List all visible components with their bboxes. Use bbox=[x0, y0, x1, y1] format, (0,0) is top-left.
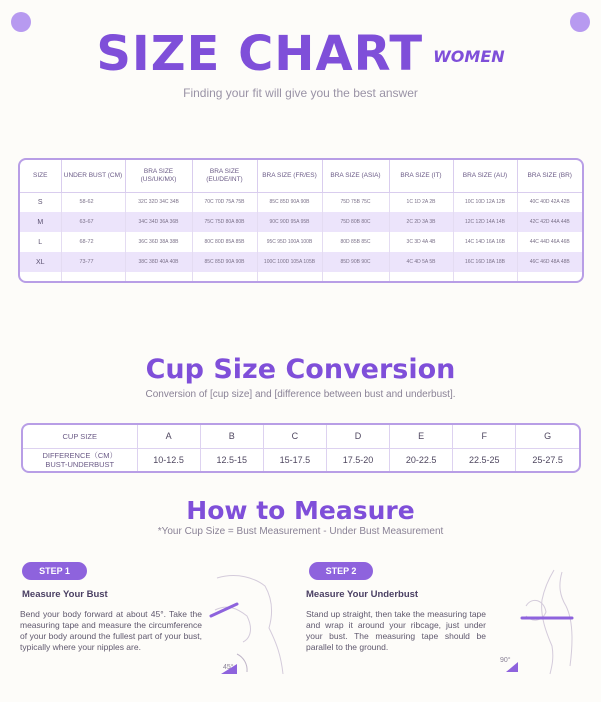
cell: 75C 75D 80A 80B bbox=[192, 212, 257, 232]
cell: 42C 42D 44A 44B bbox=[517, 212, 582, 232]
cell: 90C 90D 95A 95B bbox=[257, 212, 322, 232]
header-bra-fr: BRA SIZE (FR/ES) bbox=[257, 160, 322, 192]
cell-under-bust: 73-77 bbox=[61, 252, 125, 272]
cell: 70C 70D 75A 75B bbox=[192, 192, 257, 212]
cup-section-title: Cup Size Conversion bbox=[145, 354, 456, 385]
cup-size-cell: G bbox=[516, 425, 579, 448]
header-bra-asia: BRA SIZE (ASIA) bbox=[322, 160, 389, 192]
page-subtitle: Finding your fit will give you the best answer bbox=[183, 86, 418, 100]
cell: 3C 3D 4A 4B bbox=[389, 232, 453, 252]
difference-cell: 12.5-15 bbox=[200, 448, 263, 471]
header-bra-au: BRA SIZE (AU) bbox=[453, 160, 517, 192]
difference-cell: 25-27.5 bbox=[532, 454, 563, 465]
cup-size-cell: D bbox=[326, 425, 389, 448]
cell: 80C 80D 85A 85B bbox=[192, 232, 257, 252]
cell-under-bust: 63-67 bbox=[61, 212, 125, 232]
cell: 75D 75B 75C bbox=[322, 192, 389, 212]
angle-45-label: 45° bbox=[223, 664, 234, 671]
cell: 40C 40D 42A 42B bbox=[529, 199, 570, 206]
header-size: SIZE bbox=[20, 160, 61, 192]
cell: 100C 100D 105A 105B bbox=[257, 252, 322, 272]
cell: 2C 2D 3A 3B bbox=[389, 212, 453, 232]
step-1-text: Bend your body forward at about 45°. Take the measuring tape and measure the circumference of your body around the fullest part of your bust, typically where your nipples are. bbox=[20, 609, 202, 652]
header-bra-us: BRA SIZE (US/UK/MX) bbox=[125, 160, 192, 192]
step-1-heading: Measure Your Bust bbox=[22, 589, 108, 600]
step-2-badge: STEP 2 bbox=[309, 562, 373, 580]
step-1-badge: STEP 1 bbox=[22, 562, 87, 580]
difference-label bbox=[23, 448, 137, 471]
cup-size-label: CUP SIZE bbox=[23, 425, 137, 448]
difference-cell: 17.5-20 bbox=[326, 448, 389, 471]
measure-section-title: How to Measure bbox=[186, 496, 415, 525]
cell-size: L bbox=[20, 232, 61, 252]
cell-under-bust: 58-62 bbox=[61, 192, 125, 212]
page-title: SIZE CHART bbox=[96, 26, 424, 82]
difference-cell: 20-22.5 bbox=[390, 448, 453, 471]
cell: 95C 95D 100A 100B bbox=[257, 232, 322, 252]
size-chart-table bbox=[18, 158, 584, 283]
cell: 34C 34D 36A 36B bbox=[125, 212, 192, 232]
difference-cell: 15-17.5 bbox=[263, 448, 326, 471]
cup-difference-row bbox=[23, 448, 579, 471]
underbust-measure-illustration bbox=[496, 566, 586, 676]
cell: 32C 32D 34C 34B bbox=[125, 192, 192, 212]
title-row bbox=[0, 26, 601, 82]
cup-size-cell: F bbox=[453, 425, 516, 448]
cell-under-bust: 68-72 bbox=[61, 232, 125, 252]
cell: 44C 44D 46A 46B bbox=[529, 239, 570, 245]
step-2-heading: Measure Your Underbust bbox=[306, 589, 419, 600]
cup-size-row bbox=[23, 425, 579, 448]
cup-size-cell: C bbox=[263, 425, 326, 448]
cell-size: XL bbox=[20, 252, 61, 272]
table-row bbox=[20, 252, 582, 272]
cell: 46C 46D 48A 48B bbox=[517, 252, 582, 272]
cell: 85C 85D 90A 90B bbox=[257, 192, 322, 212]
cup-size-cell: B bbox=[200, 425, 263, 448]
header-bra-eu: BRA SIZE (EU/DE/INT) bbox=[192, 160, 257, 192]
cup-size-cell: E bbox=[390, 425, 453, 448]
cell-size: S bbox=[20, 192, 61, 212]
cell: 16C 16D 18A 18B bbox=[453, 252, 517, 272]
bust-measure-illustration bbox=[207, 570, 299, 678]
cell-size: M bbox=[20, 212, 61, 232]
gender-tag: WOMEN bbox=[433, 47, 505, 66]
step-2-text: Stand up straight, then take the measuring tape and wrap it around your ribcage, just under your bust. The measuring tape should be parallel to the ground. bbox=[306, 609, 486, 652]
cell: 85D 90B 90C bbox=[322, 252, 389, 272]
table-spacer-row bbox=[20, 272, 582, 283]
table-row bbox=[20, 212, 582, 232]
difference-cell: 10-12.5 bbox=[137, 448, 200, 471]
cell: 12C 12D 14A 14B bbox=[453, 212, 517, 232]
cell: 14C 14D 16A 16B bbox=[453, 232, 517, 252]
cell: 4C 4D 5A 5B bbox=[389, 252, 453, 272]
table-row bbox=[20, 232, 582, 252]
cell: 75D 80B 80C bbox=[322, 212, 389, 232]
header-bra-br: BRA SIZE (BR) bbox=[517, 160, 582, 192]
header-bra-it: BRA SIZE (IT) bbox=[389, 160, 453, 192]
difference-cell: 22.5-25 bbox=[453, 448, 516, 471]
cell: 1C 1D 2A 2B bbox=[389, 192, 453, 212]
size-chart-header-row bbox=[20, 160, 582, 192]
angle-90-label: 90° bbox=[500, 657, 511, 664]
measure-formula: *Your Cup Size = Bust Measurement - Under Bust Measurement bbox=[157, 526, 444, 537]
cell: 10C 10D 12A 12B bbox=[453, 192, 517, 212]
table-row bbox=[20, 192, 582, 212]
cell: 38C 38D 40A 40B bbox=[125, 252, 192, 272]
cup-conversion-table bbox=[21, 423, 581, 473]
cell: 80D 85B 85C bbox=[322, 232, 389, 252]
difference-label-line-1: DIFFERENCE（CM） bbox=[42, 450, 118, 460]
cup-size-cell: A bbox=[137, 425, 200, 448]
cell: 36C 36D 38A 38B bbox=[125, 232, 192, 252]
difference-label-line-2: BUST-UNDERBUST bbox=[45, 459, 115, 469]
cell: 85C 85D 90A 90B bbox=[192, 252, 257, 272]
cup-section-subtitle: Conversion of [cup size] and [difference between bust and underbust]. bbox=[145, 389, 456, 400]
header-under-bust: UNDER BUST (CM) bbox=[61, 160, 125, 192]
